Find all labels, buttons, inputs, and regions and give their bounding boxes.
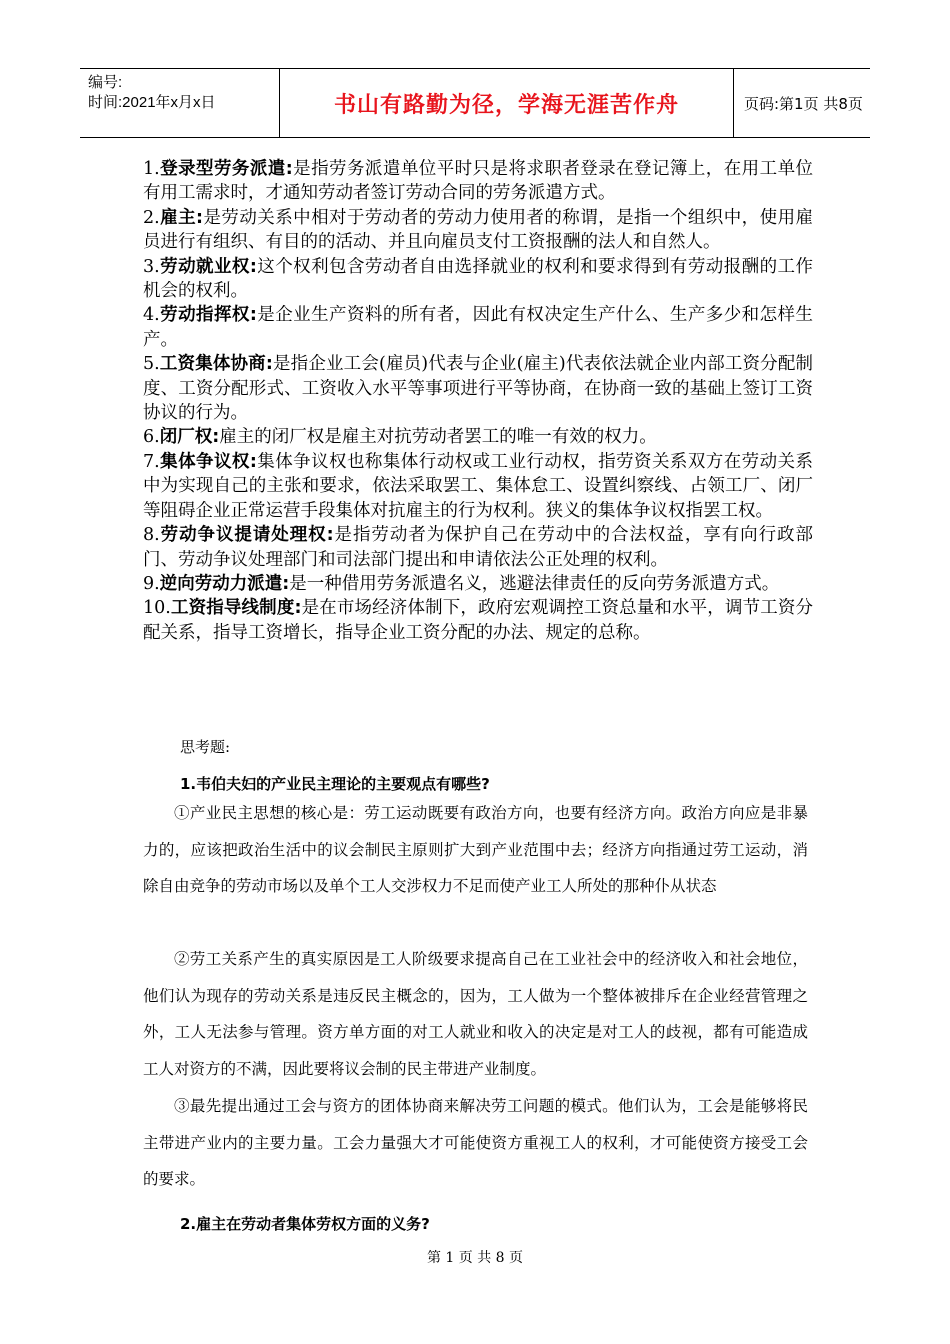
definition-item: 2.雇主:是劳动关系中相对于劳动者的劳动力使用者的称谓，是指一个组织中，使用雇员进行有组织、有目的的活动、并且向雇员支付工资报酬的法人和自然人。 [143, 207, 814, 253]
definition-item: 3.劳动就业权:这个权利包含劳动者自由选择就业的权利和要求得到有劳动报酬的工作机会的权利。 [143, 256, 813, 302]
answer-paragraph-3: ③最先提出通过工会与资方的团体协商来解决劳工问题的模式。他们认为，工会是能够将民主带进产业内的主要力量。工会力量强大才可能使资方重视工人的权利，才可能使资方接受工会的要求。 [143, 1097, 808, 1188]
definition-item: 5.工资集体协商:是指企业工会(雇员)代表与企业(雇主)代表依法就企业内部工资分配制度、工资分配形式、工资收入水平等事项进行平等协商，在协商一致的基础上签订工资协议的行为。 [143, 354, 814, 424]
think-questions-label: 思考题: [180, 738, 231, 756]
definition-item: 10.工资指导线制度:是在市场经济体制下，政府宏观调控工资总量和水平，调节工资分配关系，指导工资增长，指导企业工资分配的办法、规定的总称。 [143, 598, 814, 643]
number-label: 编号: [88, 74, 123, 91]
definition-item: 9.逆向劳动力派遣:是一种借用劳务派遣名义，逃避法律责任的反向劳务派遣方式。 [143, 573, 780, 594]
definition-item: 7.集体争议权:集体争议权也称集体行动权或工业行动权，指劳资关系双方在劳动关系中为实现自己的主张和要求，依法采取罢工、集体怠工、设置纠察线、占领工厂、闭厂等阻碍企业正常运营手段集体对抗雇主的行为权利。狭义的集体争议权指罢工权。 [143, 451, 813, 521]
definitions-list [143, 157, 813, 645]
answer-paragraph-2: ②劳工关系产生的真实原因是工人阶级要求提高自己在工业社会中的经济收入和社会地位，他们认为现存的劳动关系是违反民主概念的，因为，工人做为一个整体被排斥在企业经营管理之外，工人无法参与管理。资方单方面的对工人就业和收入的决定是对工人的歧视，都有可能造成工人对资方的不满，因此要将议会制的民主带进产业制度。 [143, 950, 808, 1078]
header-motto: 书山有路勤为径，学海无涯苦作舟 [280, 69, 734, 137]
definition-item: 4.劳动指挥权:是企业生产资料的所有者，因此有权决定生产什么、生产多少和怎样生产。 [143, 305, 813, 350]
page-header [80, 68, 870, 138]
page-footer: 第 1 页 共 8 页 [426, 1250, 524, 1266]
definition-item: 1.登录型劳务派遣:是指劳务派遣单位平时只是将求职者登录在登记簿上，在用工单位有用工需求时，才通知劳动者签订劳动合同的劳务派遣方式。 [143, 159, 814, 204]
definition-item: 6.闭厂权:雇主的闭厂权是雇主对抗劳动者罢工的唯一有效的权力。 [143, 427, 657, 448]
header-meta [80, 69, 280, 137]
definition-item: 8.劳动争议提请处理权:是指劳动者为保护自己在劳动中的合法权益，享有向行政部门、劳动争议处理部门和司法部门提出和申请依法公正处理的权利。 [143, 525, 814, 570]
answer-paragraph-1: ①产业民主思想的核心是：劳工运动既要有政治方向，也要有经济方向。政治方向应是非暴力的，应该把政治生活中的议会制民主原则扩大到产业范围中去；经济方向指通过劳工运动，消除自由竞争的劳动市场以及单个工人交涉权力不足而使产业工人所处的那种仆从状态 [143, 804, 808, 895]
question-1: 1.韦伯夫妇的产业民主理论的主要观点有哪些? [180, 775, 490, 793]
time-label: 时间:2021年x月x日 [88, 94, 216, 111]
header-page-info: 页码:第1页 共8页 [744, 94, 863, 113]
question-2: 2.雇主在劳动者集体劳权方面的义务? [180, 1215, 430, 1233]
